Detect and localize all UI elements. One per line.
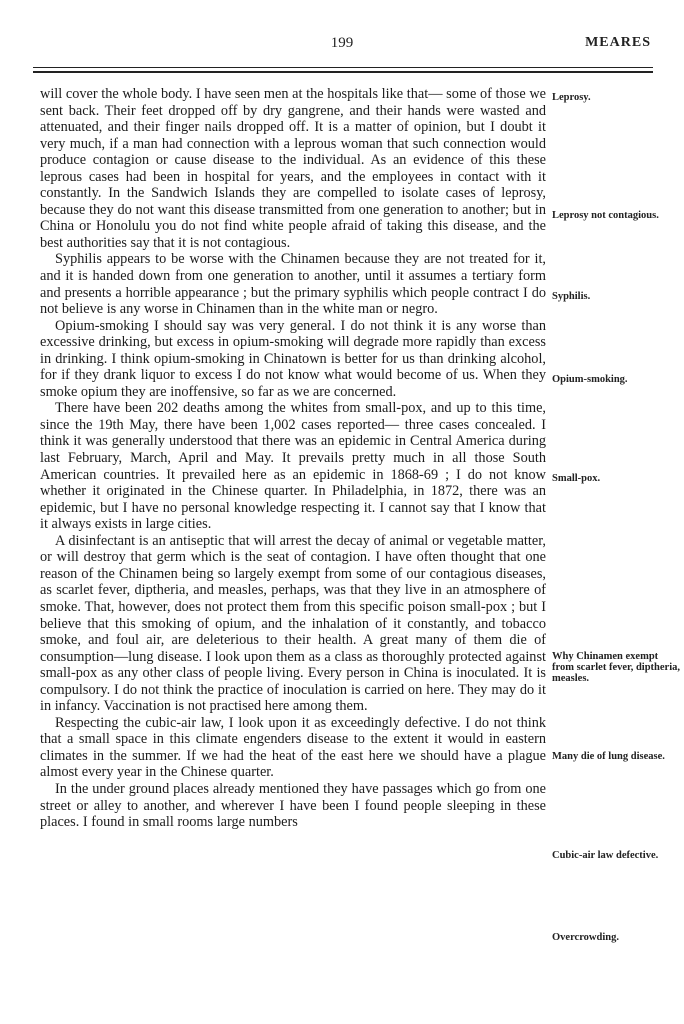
paragraph-cubic-air-law: Respecting the cubic-air law, I look upon it as exceedingly defective. I do not think that a small space in this climate engenders disease to the extent it would in eastern climates in the summer. If we had the heat of the east here we should have a plague almost every year in the Chinese quarter. xyxy=(40,714,546,781)
paragraph-opium-smoking: Opium-smoking I should say was very general. I do not think it is any worse than excessive drinking, but excess in opium-smoking will degrade more rapidly than excess in drinking. I think opium-smoking in Chinatown is better for us than drinking alcohol, for if they drank liquor to excess I do not know what would become of us. When they smoke opium they are inoffensive, so far as we are concerned. xyxy=(40,317,546,400)
paragraph-disinfectant: A disinfectant is an antiseptic that will arrest the decay of animal or vegetable matter, or will destroy that germ which is the seat of contagion. I have often thought that one reason of the Chinamen being so largely exempt from some of our contagious diseases, as scarlet fever, diptheria, and measles, perhaps, was that they live in an atmosphere of smoke. That, however, does not protect them from this specific poison small-pox ; but I believe that this smoking of opium, and the inhalation of it constantly, and tobacco smoke, and foul air, are deleterious to their health. A great many of them die of consumption—lung disease. I look upon them as a class as thoroughly protected against small-pox as any other class of people living. Every person in China is inoculated. It is compulsory. I do not think the practice of inoculation is carried on here. They may do it in infancy. Vaccination is not practised here among them. xyxy=(40,532,546,715)
margin-note-syphilis: Syphilis. xyxy=(552,291,591,302)
margin-note-lung-disease: Many die of lung disease. xyxy=(552,751,665,762)
paragraph-small-pox: There have been 202 deaths among the whites from small-pox, and up to this time, since the 19th May, there have been 1,002 cases reported— three cases concealed. I think it was generally understood that there was an epidemic in Central America during last February, March, April and May. It prevails pretty much in all those South American countries. It prevailed here as an epidemic in 1868-69 ; I do not know whether it originated in the Chinese quarter. In Philadelphia, in 1872, there was an epidemic, but I have no personal knowledge respecting it. I cannot say that I know that it always exists in large cities. xyxy=(40,400,546,533)
margin-note-small-pox: Small-pox. xyxy=(552,473,601,484)
margin-note-leprosy-not-contagious: Leprosy not contagious. xyxy=(552,210,659,221)
header-rule-top xyxy=(33,67,653,68)
paragraph-leprosy: will cover the whole body. I have seen men at the hospitals like that— some of those we sent back. Their feet dropped off by dry gangrene, and their hands were wasted and attenuated, and their finger nails dropped off. It is a matter of opinion, but I doubt it very much, if a man had connection with a leprous woman that such connection would produce contagion or cause disease to the individual. As an evidence of this these leprous cases had been in hospital for years, and the employees in contact with it constantly. In the Sandwich Islands they are compelled to isolate cases of leprosy, because they do not want this disease transmitted from one generation to another; but in China or Honolulu you do not find white people afraid of taking this disease, and the best authorities say that it is not contagious. xyxy=(40,86,546,251)
paragraph-syphilis: Syphilis appears to be worse with the Chinamen because they are not treated for it, and it is handed down from one generation to another, until it assumes a tertiary form and presents a horrible appearance ; but the primary syphilis which people contract I do not believe is any worse in Chinamen than in the white man or negro. xyxy=(40,251,546,318)
margin-note-overcrowding: Overcrowding. xyxy=(552,932,619,943)
margin-note-cubic-air-law: Cubic-air law defective. xyxy=(552,850,659,861)
page-number: 199 xyxy=(330,35,354,51)
running-head: MEARES xyxy=(585,35,651,50)
margin-note-chinamen-exempt: Why Chinamen exempt from scarlet fever, diptheria, measles. xyxy=(552,651,681,684)
header-rule-bottom xyxy=(33,71,653,73)
body-text xyxy=(40,86,546,831)
margin-note-leprosy: Leprosy. xyxy=(552,92,591,103)
paragraph-underground-places: In the under ground places already mentioned they have passages which go from one street or alley to another, and wherever I have been I found people sleeping in these places. I found in small rooms large numbers xyxy=(40,780,546,831)
margin-note-opium-smoking: Opium-smoking. xyxy=(552,374,628,385)
